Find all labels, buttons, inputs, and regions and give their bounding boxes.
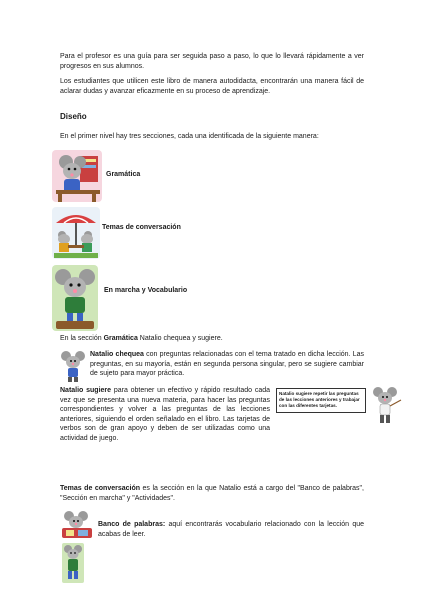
natalio-checks-paragraph: Natalio chequea con preguntas relacionadas con el tema tratado en dicha lección. Las preguntas, en su mayoría, están en segunda persona singular, pero se sugiere cambiar de sujeto para mayor práctica. [90, 351, 364, 377]
note-text: Natalio sugiere repetir las preguntas de las lecciones anteriores y trabajar con las diferentes tarjetas. [279, 391, 360, 409]
section-label-vocabulary: En marcha y Vocabulario [104, 287, 188, 294]
bottom-mouse-icon [62, 543, 84, 583]
section-heading: Diseño [60, 112, 87, 121]
note-box [276, 388, 366, 413]
grammar-sentence: En la sección Gramática Natalio chequea y sugiere. [60, 335, 223, 342]
natalio-checks-icon [60, 350, 86, 384]
conversation-mice-icon [52, 207, 100, 259]
word-bank-paragraph: Banco de palabras: aquí encontrarás vocabulario relacionado con la lección que acabas de leer. [98, 521, 365, 538]
word-bank-mouse-icon [60, 510, 94, 540]
natalio-suggests-paragraph: Natalio sugiere para obtener un efectivo y rápido resultado cada vez que se presenta una nueva materia, para hacer las preguntas correspondientes y volver a las preguntas de las lecciones anteriores, siguiendo el orden señalado en el libro. Las tarjetas de verbos son de gran apoyo y deben de ser utilizadas como una actividad de juego. [60, 387, 271, 442]
section-label-grammar: Gramática [106, 171, 141, 178]
grammar-mouse-icon [52, 150, 102, 202]
conversation-paragraph: Temas de conversación es la sección en la que Natalio está a cargo del "Banco de palabras", "Sección en marcha" y "Actividades". [60, 485, 364, 502]
natalio-pointer-icon [368, 386, 402, 426]
vocabulary-mouse-icon [52, 265, 98, 331]
intro-paragraph-1: Para el profesor es una guía para ser seguida paso a paso, lo que lo llevará rápidamente a ver progresos en sus alumnos. [60, 53, 364, 70]
section-label-conversation: Temas de conversación [102, 224, 181, 231]
intro-paragraph-2: Los estudiantes que utilicen este libro de manera autodidacta, encontrarán una manera fácil de aclarar dudas y avanzar eficazmente en su proceso de aprendizaje. [60, 78, 364, 95]
design-intro: En el primer nivel hay tres secciones, cada una identificada de la siguiente manera: [60, 133, 319, 140]
